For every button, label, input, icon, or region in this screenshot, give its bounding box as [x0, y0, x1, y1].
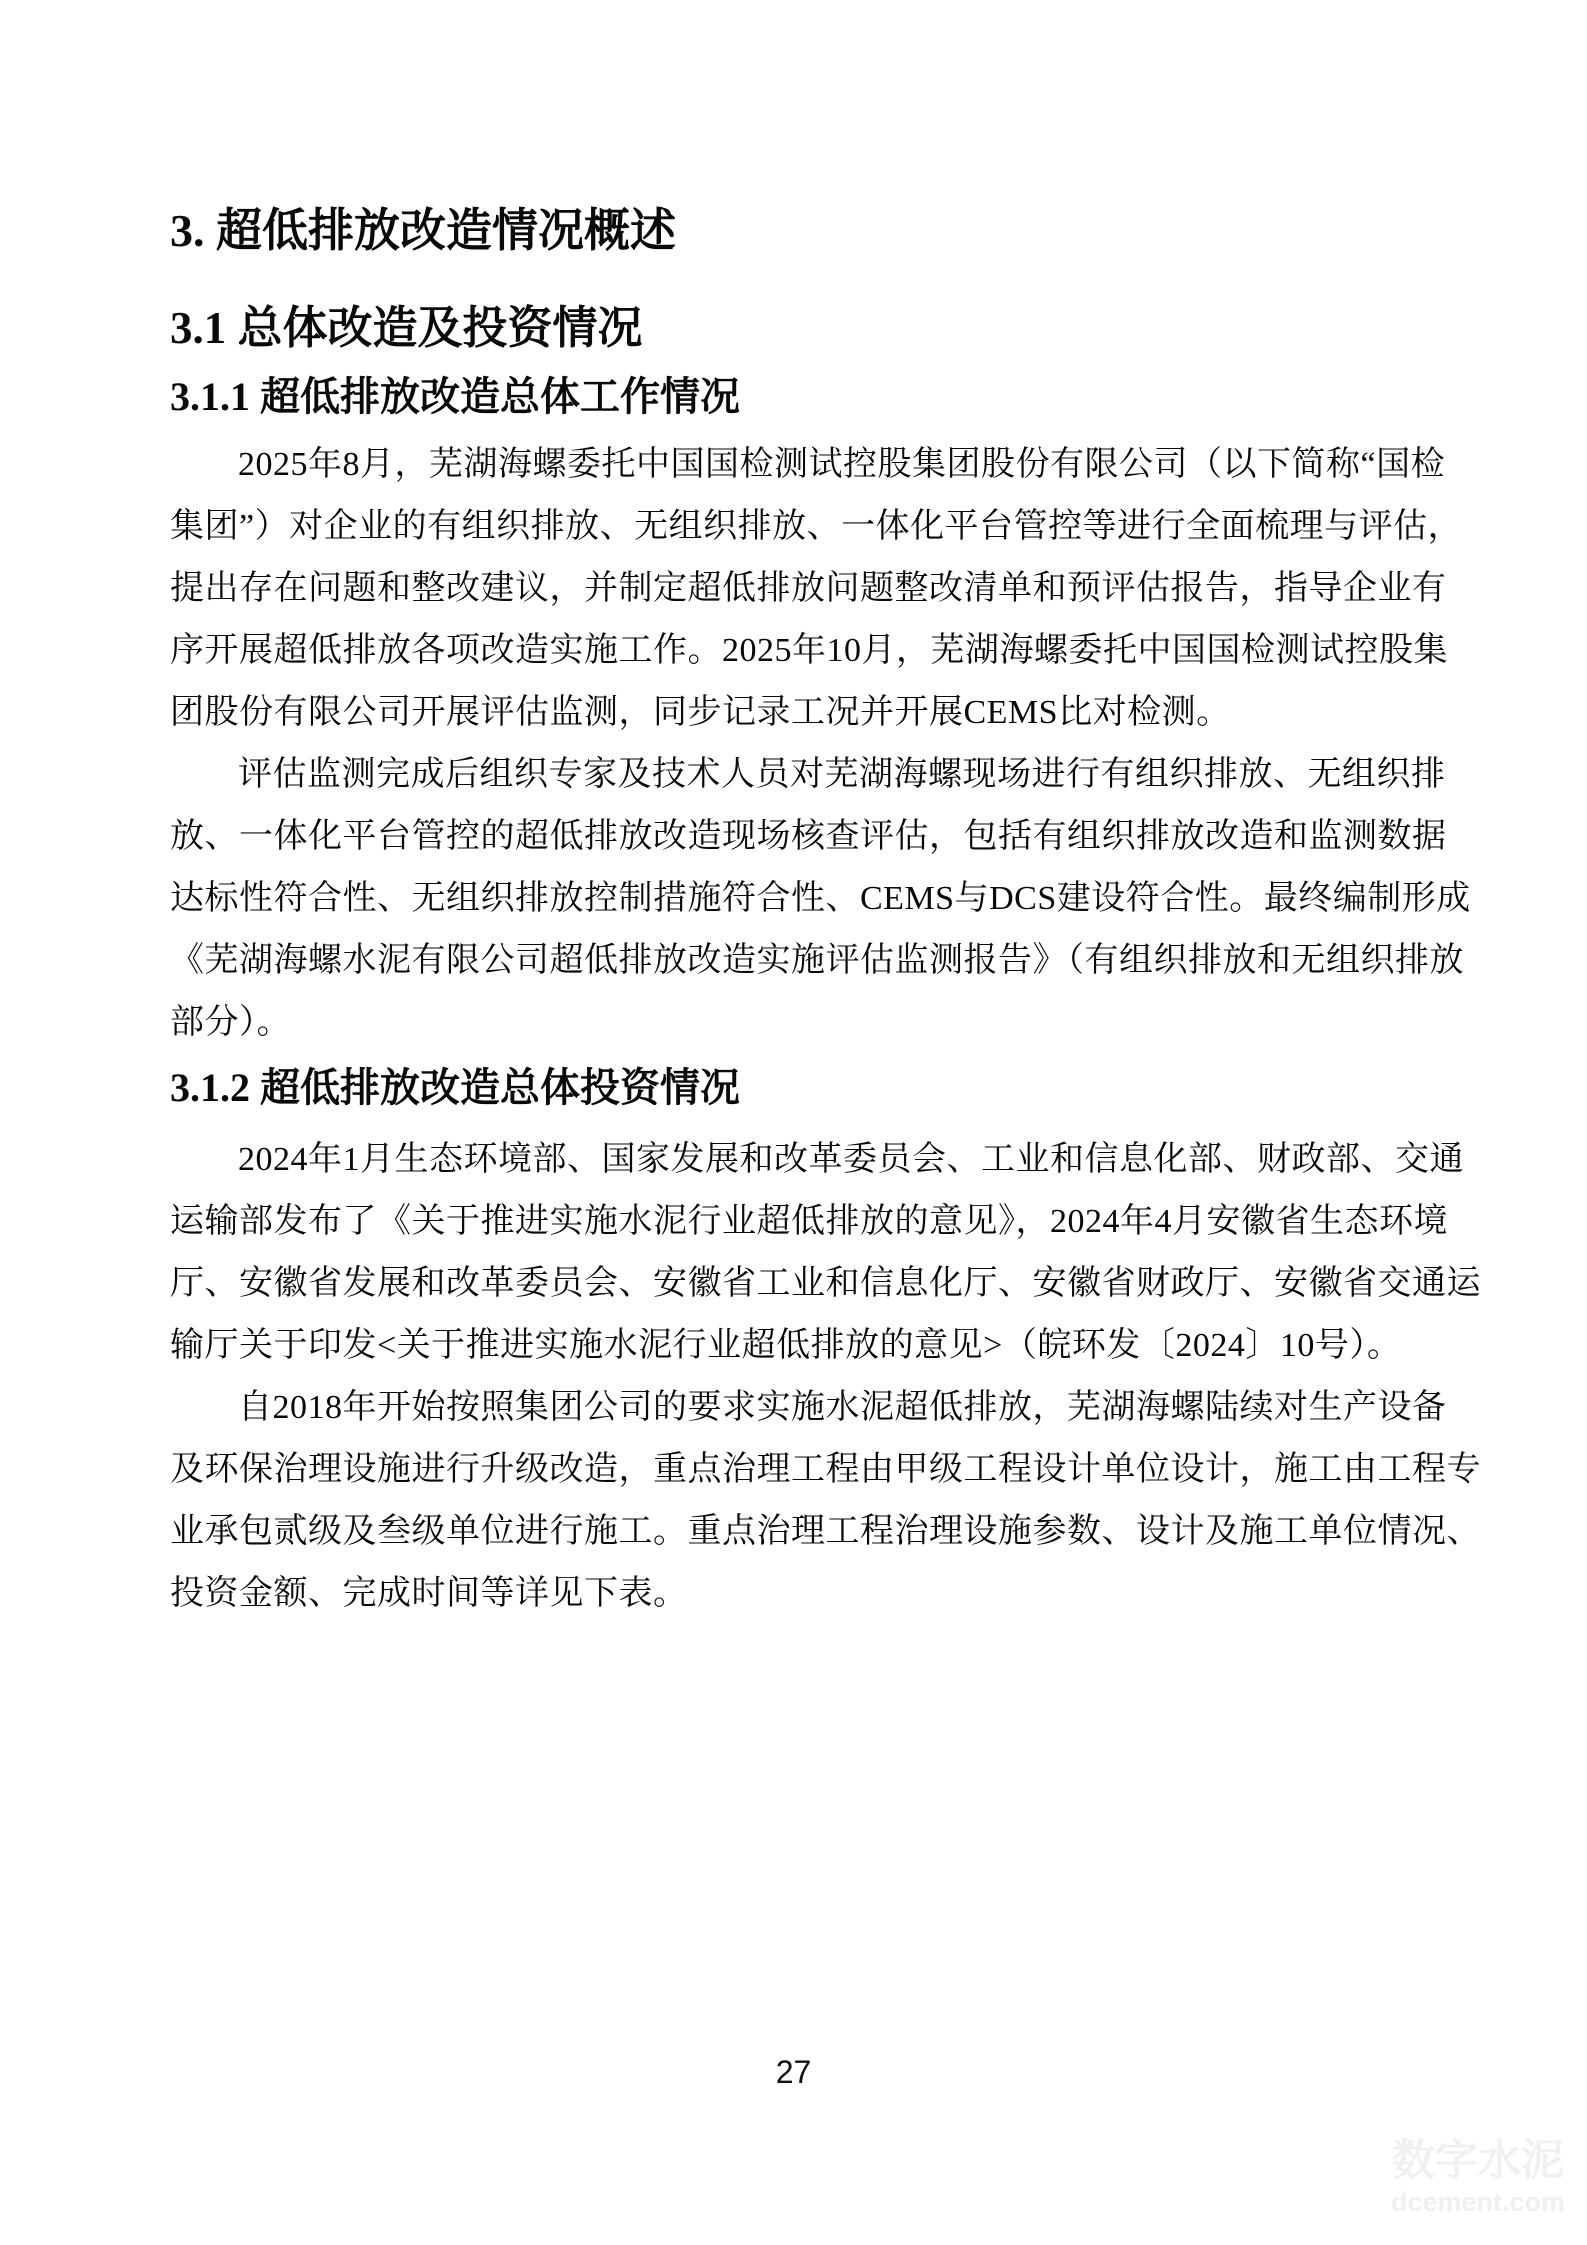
text-line: 集团”）对企业的有组织排放、无组织排放、一体化平台管控等进行全面梳理与评估， [170, 508, 1463, 545]
text-line: 及环保治理设施进行升级改造，重点治理工程由甲级工程设计单位设计，施工由工程专 [170, 1451, 1481, 1488]
text-line: 团股份有限公司开展评估监测，同步记录工况并开展CEMS比对检测。 [170, 694, 1231, 731]
text-line: 序开展超低排放各项改造实施工作。2025年10月，芜湖海螺委托中国国检测试控股集 [170, 632, 1448, 669]
text-line: 2025年8月，芜湖海螺委托中国国检测试控股集团股份有限公司（以下简称“国检 [238, 446, 1446, 483]
paragraph-work-overview-1 [170, 434, 1463, 744]
text-line: 厅、安徽省发展和改革委员会、安徽省工业和信息化厅、安徽省财政厅、安徽省交通运 [170, 1265, 1481, 1302]
watermark-domain: dcement.com [1390, 2187, 1566, 2217]
document-content [170, 0, 1481, 1625]
subsection-heading-investment: 3.1.2 超低排放改造总体投资情况 [170, 1065, 740, 1110]
subsection-heading-work: 3.1.1 超低排放改造总体工作情况 [170, 374, 740, 419]
paragraph-work-overview-2 [170, 744, 1471, 1054]
text-line: 放、一体化平台管控的超低排放改造现场核查评估，包括有组织排放改造和监测数据 [170, 818, 1447, 855]
page-number: 27 [775, 2054, 812, 2090]
watermark [1388, 2136, 1568, 2218]
text-line: 达标性符合性、无组织排放控制措施符合性、CEMS与DCS建设符合性。最终编制形成 [170, 880, 1471, 917]
text-line: 《芜湖海螺水泥有限公司超低排放改造实施评估监测报告》（有组织排放和无组织排放 [170, 942, 1464, 979]
text-line: 自2018年开始按照集团公司的要求实施水泥超低排放，芜湖海螺陆续对生产设备 [238, 1389, 1447, 1426]
paragraph-investment-1 [170, 1129, 1481, 1377]
text-line: 运输部发布了《关于推进实施水泥行业超低排放的意见》，2024年4月安徽省生态环境 [170, 1203, 1448, 1240]
text-line: 业承包贰级及叁级单位进行施工。重点治理工程治理设施参数、设计及施工单位情况、 [170, 1513, 1481, 1550]
section-heading: 3.1 总体改造及投资情况 [170, 303, 643, 353]
text-line: 2024年1月生态环境部、国家发展和改革委员会、工业和信息化部、财政部、交通 [238, 1141, 1464, 1178]
text-line: 部分）。 [170, 1004, 291, 1041]
text-line: 评估监测完成后组织专家及技术人员对芜湖海螺现场进行有组织排放、无组织排 [238, 756, 1446, 793]
text-line: 提出存在问题和整改建议，并制定超低排放问题整改清单和预评估报告，指导企业有 [170, 570, 1447, 607]
chapter-heading: 3. 超低排放改造情况概述 [170, 205, 676, 256]
text-line: 投资金额、完成时间等详见下表。 [170, 1575, 688, 1612]
paragraph-investment-2 [170, 1377, 1481, 1625]
watermark-title: 数字水泥 [1392, 2137, 1564, 2185]
text-line: 输厅关于印发<关于推进实施水泥行业超低排放的意见>（皖环发〔2024〕10号）。 [170, 1327, 1402, 1364]
